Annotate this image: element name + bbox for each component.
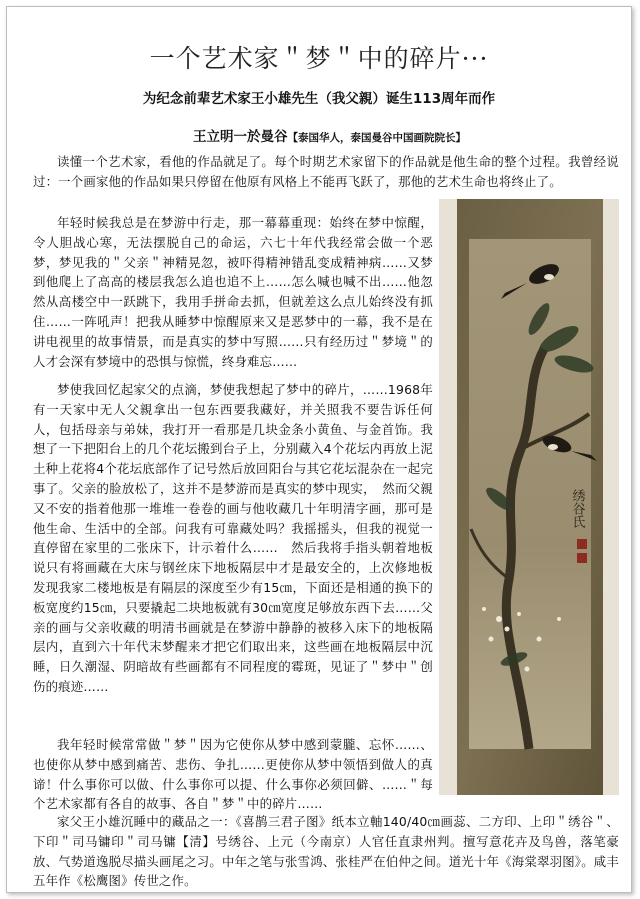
paragraph-1: 读懂一个艺术家，看他的作品就足了。每个时期艺术家留下的作品就是他生命的整个过程。我曾经说过：一个画家他的作品如果只停留在他原有风格上不能再飞跃了，那他的艺术生命也将终止了。: [33, 154, 619, 189]
paragraph-4: 我年轻时候常常做＂梦＂因为它使你从梦中感到蒙朧、忘怀……、也使你从梦中感到痛苦、悲伤、争扎……更使你从梦中领悟到做人的真谛！什么事你可以做、什么事你可以提、什么事你必须回僻、……＂每个艺术家都有各自的故事、各自＂梦＂中的碎片……: [33, 737, 433, 812]
article-subtitle: 为纪念前辈艺术家王小雄先生（我父親）诞生113周年而作: [142, 91, 496, 107]
painting-inscription: 绣谷氏: [569, 489, 585, 528]
paragraph-5: 家父王小雄沉睡中的藏品之一：《喜鹊三君子图》纸本立軸140/40㎝画蕊、二方印、上印＂绣谷＂、下印＂司马镛印＂司马镛【清】号绣谷、上元（今南京）人官任直隶州判。擅写意花卉及鸟兽，落笔豪放、气势道逸脱尽描头画尾之习。中年之笔与张雪鸿、张桂严在伯仲之间。道光十年《海棠翠羽图》。咸丰五年作《松鹰图》传世之作。: [33, 814, 619, 889]
author-name: 王立明一於曼谷: [193, 129, 288, 145]
author-line: [193, 125, 466, 145]
document-page: [6, 6, 632, 893]
paragraph-3: 梦使我回忆起家父的点滴，梦使我想起了梦中的碎片，……1968年有一天家中无人父親拿出一包东西要我藏好，并关照我不要告诉任何人，包括母亲与弟妹，我打开一看那是几块金条小黄鱼、与金首饰。我想了一下把阳台上的几个花坛搬到台子上，分别藏入4个花坛内再放上泥土种上花将4个花坛底部作了记号然后放回阳台与其它花坛混杂在一起完事了。父亲的脸放松了，这并不是梦游而是真实的梦中现实， 然而父親又不安的指着他那一堆堆一卷卷的画与他收藏几十年明清字画，那可是他生命、生活中的全部。问我有可靠藏处吗？我摇摇头，但我的视觉一直停留在家里的二张床下，计示着什么…… 然后我将手指头朝着地板说只有将画藏在大床与钢丝床下地板隔层中才是最安全的，上次修地板发现我家二楼地板是有隔层的深度至少有15㎝，下面还是相通的换下的板宽度约15㎝，只要撬起二块地板就有30㎝宽度足够放东西下去……父亲的画与父亲收藏的明清书画就是在梦游中静静的被移入床下的地板隔层内，直到六十年代末梦醒来才把它们取出来，这些画在地板隔层中沉睡，日久潮湿、阴暗故有些画都有不同程度的霉斑，见证了＂梦中＂创伤的痕迹……: [33, 382, 433, 694]
scroll-painting-image: [439, 199, 619, 795]
author-note: 【泰国华人，泰国曼谷中国画院院长】: [287, 132, 466, 144]
article-title: 一个艺术家＂梦＂中的碎片···: [149, 44, 489, 73]
paragraph-2: 年轻时候我总是在梦游中行走，那一幕幕重现：始终在梦中惊醒，令人胆战心寒，无法摆脱自己的命运，六七十年代我经常会做一个恶梦，梦见我的＂父亲＂神精晃忽，被吓得精神错乱变成精神病……又梦到他爬上了高高的楼层我怎么追也追不上……怎么喊也喊不出……他忽然从高楼空中一跃跳下，我用手拼命去抓，但就差这么点儿始终没有抓住……一阵吼声！把我从睡梦中惊醒原来又是恶梦中的一幕，我不是在讲电视里的故事情景，而是真实的梦中写照……只有经历过＂梦境＂的人才会深有梦境中的恐惧与惊慌，终身难忘……: [33, 215, 433, 369]
